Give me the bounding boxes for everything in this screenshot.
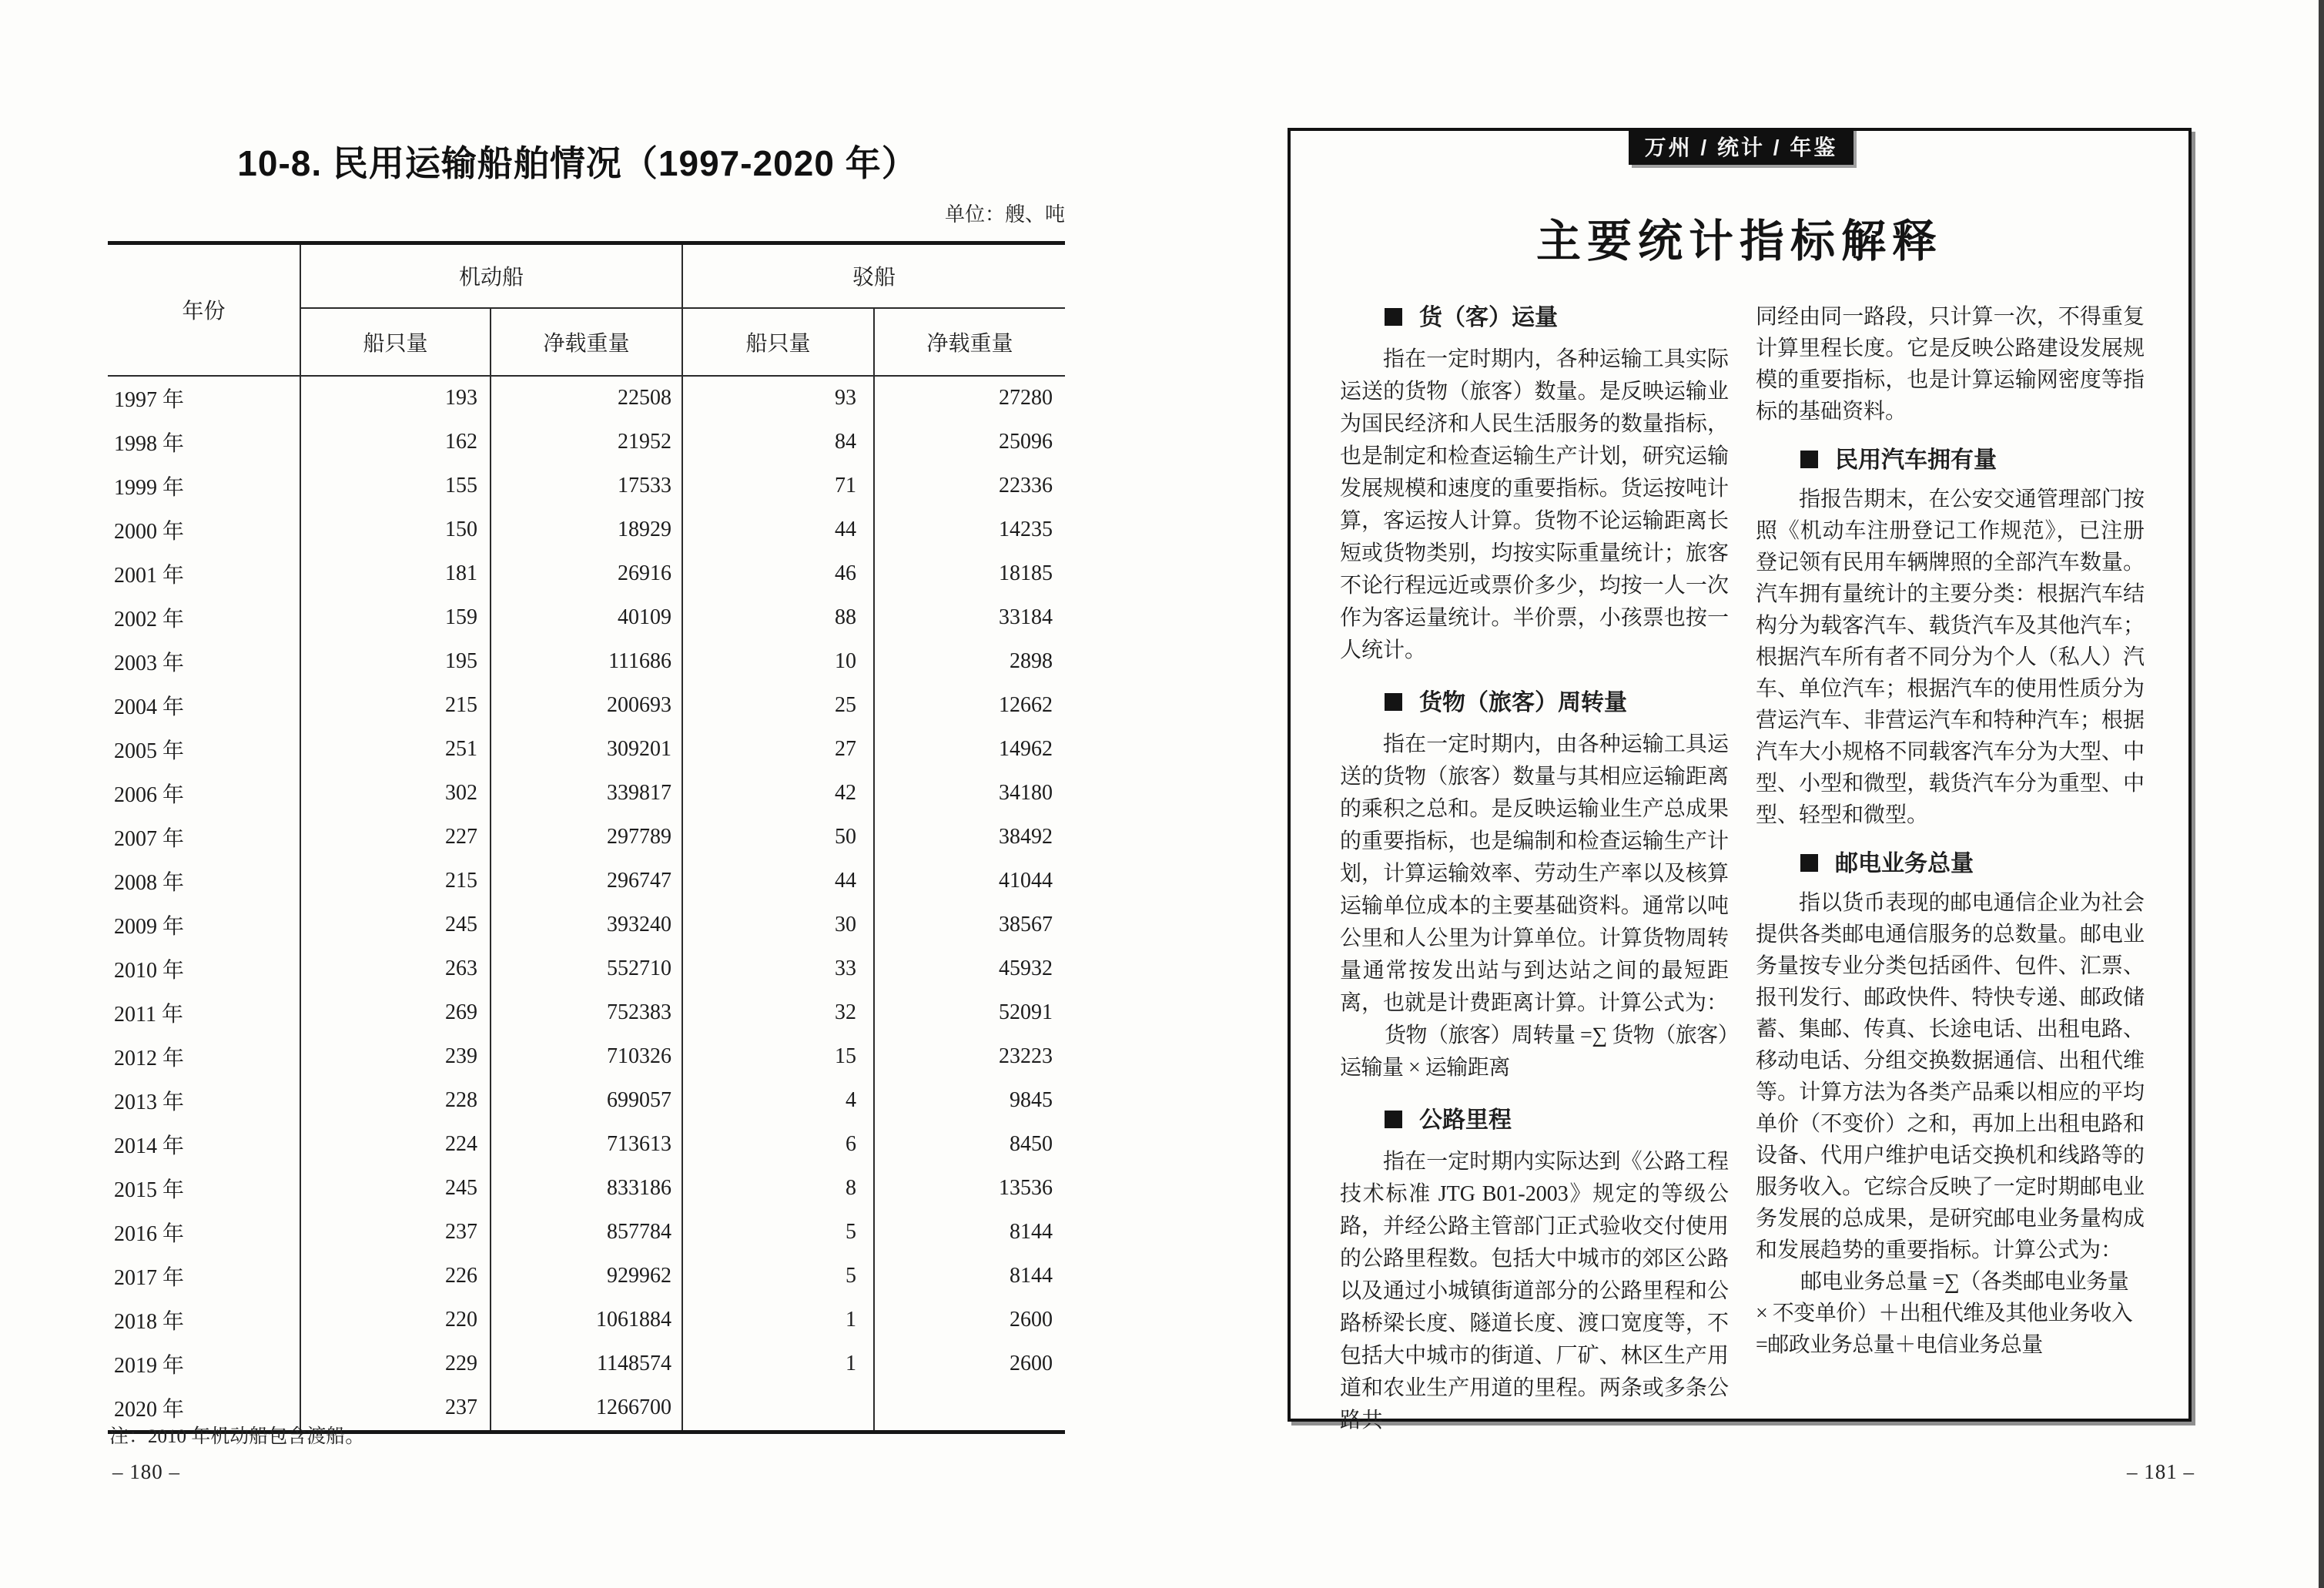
barge-count-cell: 10 [682,640,874,684]
year-cell: 2004 年 [114,695,185,719]
section-heading-label: 货（客）运量 [1419,305,1558,330]
motor-weight-cell: 552710 [491,947,682,991]
year-cell: 2009 年 [114,915,185,939]
motor-count-cell: 162 [300,420,491,464]
table-row [108,1079,1065,1123]
motor-count-cell: 245 [300,903,491,947]
right-page-title: 主要统计指标解释 [1535,216,1943,266]
barge-weight-cell: 27280 [874,376,1065,420]
motor-count-cell: 181 [300,552,491,596]
barge-weight-cell: 22336 [874,464,1065,508]
barge-count-cell: 50 [682,816,874,859]
barge-weight-cell: 8450 [874,1123,1065,1167]
formula-line: 运输量 × 运输距离 [1340,1056,1510,1080]
section-body-civil-vehicles: 指报告期末，在公安交通管理部门按照《机动车注册登记工作规范》，已注册登记领有民用车辆牌照的全部汽车数量。汽车拥有量统计的主要分类：根据汽车结构分为载客汽车、载货汽车及其他汽车；根据汽车所有者不同分为个人（私人）汽车、单位汽车；根据汽车的使用性质分为营运汽车、非营运汽车和特种汽车；根据汽车大小规格不同载客汽车分为大型、中型、小型和微型，载货汽车分为重型、中型、轻型和微型。 [1756,487,2145,827]
year-cell: 2007 年 [114,827,185,851]
year-cell: 2011 年 [114,1003,183,1027]
motor-count-cell: 245 [300,1167,491,1211]
column-header-barge-count: 船只量 [682,308,874,376]
motor-weight-cell: 1266700 [491,1386,682,1432]
square-bullet-icon [1800,451,1818,468]
table-row [108,859,1065,903]
section-heading-label: 货物（旅客）周转量 [1419,690,1627,715]
table-row [108,508,1065,552]
year-cell: 2000 年 [114,520,185,544]
barge-weight-cell [874,1386,1065,1432]
table-row [108,728,1065,772]
section-body-highway-mileage-part1: 指在一定时期内实际达到《公路工程技术标准 JTG B01-2003》规定的等级公路，并经公路主管部门正式验收交付使用的公路里程数。包括大中城市的郊区公路以及通过小城镇街道部分的公路里程和公路桥梁长度、隧道长度、渡口宽度等，不包括大中城市的街道、厂矿、林区生产用道和农业生产用道的里程。两条或多条公路共 [1340,1150,1729,1432]
motor-count-cell: 159 [300,596,491,640]
year-cell: 2019 年 [114,1354,185,1378]
unit-label: 单位：艘、吨 [944,203,1065,226]
motor-weight-cell: 699057 [491,1079,682,1123]
motor-weight-cell: 297789 [491,816,682,859]
table-row [108,1342,1065,1386]
year-cell: 2005 年 [114,739,185,763]
section-heading-label: 公路里程 [1419,1107,1512,1133]
section-body-post-telecom: 指以货币表现的邮电通信企业为社会提供各类邮电通信服务的总数量。邮电业务量按专业分类包括函件、包件、汇票、报刊发行、邮政快件、特快专递、邮政储蓄、集邮、传真、长途电话、出租电路、移动电话、分组交换数据通信、出租代维等。计算方法为各类产品乘以相应的平均单价（不变价）之和，再加上出租电路和设备、代用户维护电话交换机和线路等的服务收入。它综合反映了一定时期邮电业务发展的总成果，是研究邮电业务量构成和发展趋势的重要指标。计算公式为： [1756,891,2145,1262]
motor-count-cell: 229 [300,1342,491,1386]
table-row [108,420,1065,464]
motor-count-cell: 150 [300,508,491,552]
barge-count-cell: 44 [682,859,874,903]
ships-table [108,241,1065,1434]
barge-count-cell: 27 [682,728,874,772]
section-body-freight-volume: 指在一定时期内，各种运输工具实际运送的货物（旅客）数量。是反映运输业为国民经济和人民生活服务的数量指标，也是制定和检查运输生产计划，研究运输发展规模和速度的重要指标。货运按吨计算，客运按人计算。货物不论运输距离长短或货物类别，均按实际重量统计；旅客不论行程远近或票价多少，均按一人一次作为客运量统计。半价票，小孩票也按一人统计。 [1340,347,1729,662]
square-bullet-icon [1385,693,1402,711]
section-heading-highway-mileage [1340,1104,1729,1137]
barge-weight-cell: 8144 [874,1255,1065,1298]
barge-count-cell: 5 [682,1211,874,1255]
square-bullet-icon [1385,1111,1402,1128]
barge-weight-cell: 41044 [874,859,1065,903]
table-row [108,376,1065,420]
barge-weight-cell: 14235 [874,508,1065,552]
year-cell: 2018 年 [114,1310,185,1334]
section-body-turnover: 指在一定时期内，由各种运输工具运送的货物（旅客）数量与其相应运输距离的乘积之总和。是反映运输业生产总成果的重要指标，也是编制和检查运输生产计划，计算运输效率、劳动生产率以及核算运输单位成本的主要基础资料。通常以吨公里和人公里为计算单位。计算货物周转量通常按发出站与到达站之间的最短距离，也就是计费距离计算。计算公式为： [1340,732,1729,1015]
formula-line: 邮电业务总量 =∑（各类邮电业务量 [1800,1270,2129,1294]
ships-table-body [108,376,1065,1432]
column-group-motor-vessels: 机动船 [300,243,682,308]
barge-weight-cell: 8144 [874,1211,1065,1255]
motor-count-cell: 269 [300,991,491,1035]
motor-count-cell: 220 [300,1298,491,1342]
motor-count-cell: 239 [300,1035,491,1079]
section-heading-label: 邮电业务总量 [1835,851,1974,876]
year-cell: 2016 年 [114,1222,185,1246]
barge-weight-cell: 14962 [874,728,1065,772]
year-cell: 2003 年 [114,652,185,675]
section-heading-post-telecom [1756,848,2145,879]
section-heading-turnover [1340,687,1729,719]
square-bullet-icon [1800,854,1818,872]
barge-count-cell: 6 [682,1123,874,1167]
motor-weight-cell: 26916 [491,552,682,596]
motor-weight-cell: 309201 [491,728,682,772]
year-cell: 2010 年 [114,959,185,983]
barge-count-cell: 5 [682,1255,874,1298]
barge-count-cell: 1 [682,1298,874,1342]
barge-weight-cell: 2898 [874,640,1065,684]
section-body-highway-mileage-part2: 同经由同一路段，只计算一次，不得重复计算里程长度。它是反映公路建设发展规模的重要指标，也是计算运输网密度等指标的基础资料。 [1756,305,2145,424]
barge-count-cell: 25 [682,684,874,728]
table-row [108,596,1065,640]
barge-weight-cell: 38567 [874,903,1065,947]
barge-weight-cell: 13536 [874,1167,1065,1211]
table-row [108,1211,1065,1255]
table-row [108,1123,1065,1167]
column-header-barge-weight: 净载重量 [874,308,1065,376]
table-row [108,1298,1065,1342]
barge-count-cell: 46 [682,552,874,596]
section-heading-label: 民用汽车拥有量 [1835,447,1997,473]
page-number-right: – 181 – [2127,1460,2195,1483]
barge-count-cell [682,1386,874,1432]
table-row [108,772,1065,816]
motor-weight-cell: 752383 [491,991,682,1035]
barge-weight-cell: 38492 [874,816,1065,859]
formula-line: 货物（旅客）周转量 =∑ 货物（旅客） [1385,1023,1740,1047]
table-footnote: 注：2010 年机动船包含渡船。 [109,1426,365,1447]
year-cell: 1999 年 [114,476,185,500]
section-heading-civil-vehicles [1756,444,2145,476]
year-cell: 2017 年 [114,1266,185,1290]
year-cell: 2020 年 [114,1398,185,1422]
table-row [108,1255,1065,1298]
barge-weight-cell: 25096 [874,420,1065,464]
barge-weight-cell: 34180 [874,772,1065,816]
table-row [108,1035,1065,1079]
motor-weight-cell: 17533 [491,464,682,508]
formula-line: × 不变单价）＋出租代维及其他业务收入 [1756,1302,2133,1325]
barge-count-cell: 84 [682,420,874,464]
barge-weight-cell: 18185 [874,552,1065,596]
ships-table-header [108,243,1065,376]
column-group-barges: 驳船 [682,243,1065,308]
year-cell: 2012 年 [114,1047,185,1070]
barge-count-cell: 71 [682,464,874,508]
table-row [108,947,1065,991]
motor-count-cell: 226 [300,1255,491,1298]
year-cell: 2008 年 [114,871,185,895]
barge-count-cell: 44 [682,508,874,552]
yearbook-badge: 万州 / 统计 / 年鉴 [1629,128,1854,165]
text-column-left [1340,282,1740,1437]
section-heading-freight-volume [1340,302,1729,334]
motor-weight-cell: 200693 [491,684,682,728]
barge-weight-cell: 45932 [874,947,1065,991]
motor-count-cell: 227 [300,816,491,859]
page-number-left: – 180 – [112,1460,180,1483]
turnover-formula [1340,1020,1740,1084]
motor-weight-cell: 713613 [491,1123,682,1167]
column-header-motor-count: 船只量 [300,308,491,376]
barge-count-cell: 32 [682,991,874,1035]
motor-weight-cell: 18929 [491,508,682,552]
motor-weight-cell: 111686 [491,640,682,684]
table-row [108,684,1065,728]
barge-weight-cell: 52091 [874,991,1065,1035]
year-cell: 1997 年 [114,388,185,412]
barge-weight-cell: 23223 [874,1035,1065,1079]
table-row [108,640,1065,684]
barge-count-cell: 42 [682,772,874,816]
barge-weight-cell: 2600 [874,1342,1065,1386]
text-column-right [1756,301,2145,1361]
table-row [108,464,1065,508]
barge-count-cell: 1 [682,1342,874,1386]
barge-count-cell: 93 [682,376,874,420]
barge-count-cell: 8 [682,1167,874,1211]
scan-edge-artifact [2319,0,2324,1588]
table-row [108,903,1065,947]
motor-count-cell: 263 [300,947,491,991]
year-cell: 2002 年 [114,608,185,632]
column-header-motor-weight: 净载重量 [491,308,682,376]
motor-count-cell: 193 [300,376,491,420]
year-cell: 2015 年 [114,1178,185,1202]
motor-count-cell: 228 [300,1079,491,1123]
motor-weight-cell: 1148574 [491,1342,682,1386]
year-cell: 2001 年 [114,564,185,588]
square-bullet-icon [1385,308,1402,326]
motor-weight-cell: 21952 [491,420,682,464]
motor-weight-cell: 857784 [491,1211,682,1255]
motor-weight-cell: 40109 [491,596,682,640]
motor-weight-cell: 929962 [491,1255,682,1298]
year-cell: 2014 年 [114,1134,185,1158]
motor-count-cell: 215 [300,684,491,728]
post-telecom-formula [1756,1266,2145,1361]
motor-count-cell: 215 [300,859,491,903]
motor-count-cell: 251 [300,728,491,772]
left-page-title: 10-8. 民用运输船舶情况（1997-2020 年） [237,143,918,183]
formula-line: =邮政业务总量＋电信业务总量 [1756,1333,2043,1357]
column-header-year: 年份 [108,243,300,376]
motor-weight-cell: 296747 [491,859,682,903]
motor-count-cell: 155 [300,464,491,508]
year-cell: 2013 年 [114,1090,185,1114]
barge-count-cell: 4 [682,1079,874,1123]
year-cell: 2006 年 [114,783,185,807]
motor-weight-cell: 393240 [491,903,682,947]
year-cell: 1998 年 [114,432,185,456]
table-row [108,1167,1065,1211]
barge-count-cell: 88 [682,596,874,640]
barge-count-cell: 30 [682,903,874,947]
motor-weight-cell: 22508 [491,376,682,420]
barge-weight-cell: 33184 [874,596,1065,640]
motor-count-cell: 237 [300,1211,491,1255]
motor-count-cell: 195 [300,640,491,684]
barge-count-cell: 15 [682,1035,874,1079]
table-row [108,816,1065,859]
motor-weight-cell: 1061884 [491,1298,682,1342]
motor-count-cell: 224 [300,1123,491,1167]
motor-weight-cell: 833186 [491,1167,682,1211]
table-row [108,991,1065,1035]
barge-weight-cell: 12662 [874,684,1065,728]
motor-weight-cell: 710326 [491,1035,682,1079]
barge-count-cell: 33 [682,947,874,991]
motor-weight-cell: 339817 [491,772,682,816]
barge-weight-cell: 2600 [874,1298,1065,1342]
motor-count-cell: 302 [300,772,491,816]
table-row [108,552,1065,596]
barge-weight-cell: 9845 [874,1079,1065,1123]
motor-count-cell: 237 [300,1386,491,1432]
right-page-frame [1288,128,2192,1432]
